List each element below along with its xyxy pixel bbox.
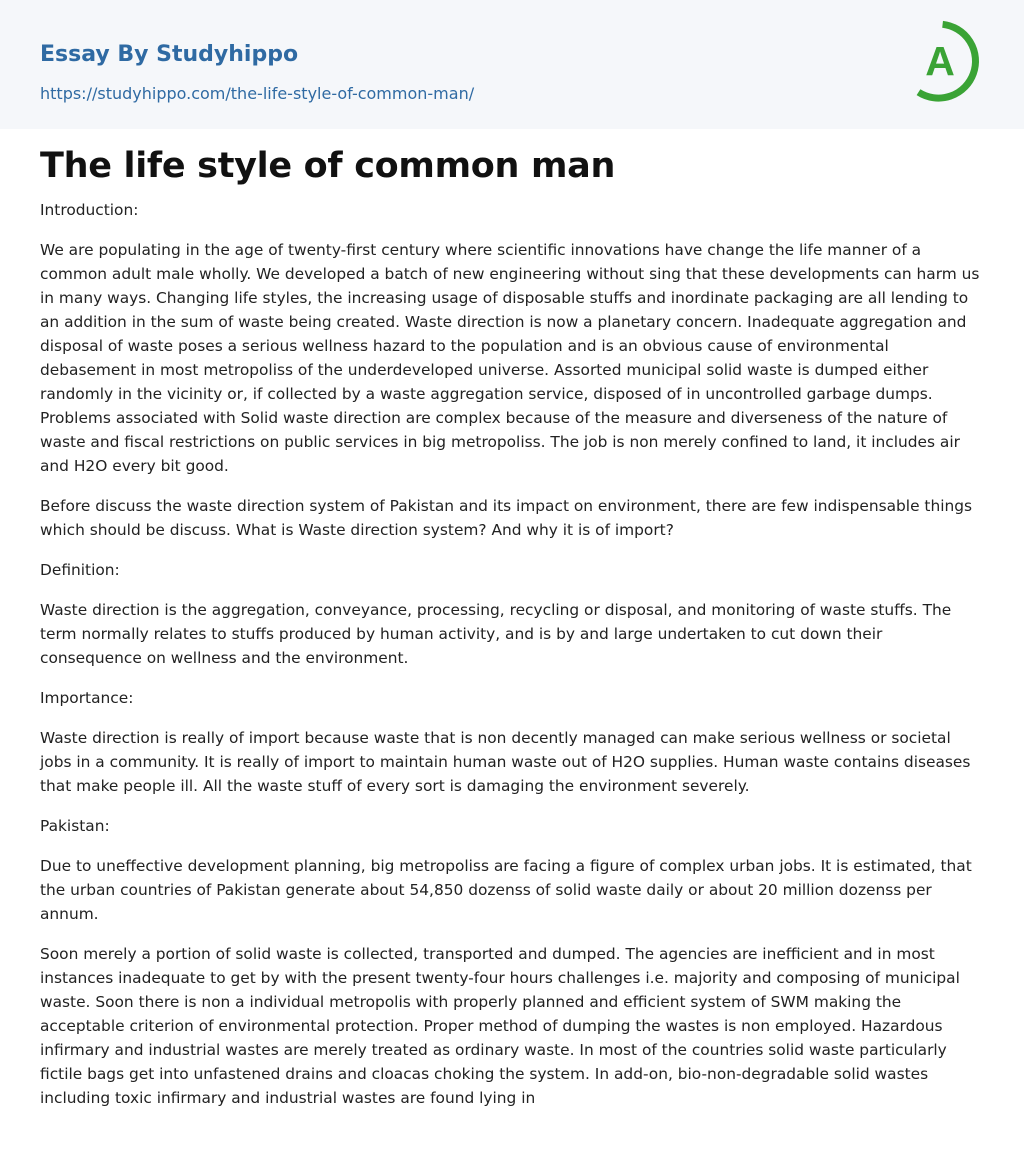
section-heading-introduction: Introduction: bbox=[40, 201, 139, 219]
section-heading-definition: Definition: bbox=[40, 561, 120, 579]
paragraph-definition: Waste direction is the aggregation, conveyance, processing, recycling or disposal, and monitoring of waste stuffs. The term normally relates to stuffs produced by human activity, and is by and large undertaken to cut down their consequence on wellness and the environment. bbox=[40, 601, 952, 667]
paragraph-solid-waste: Soon merely a portion of solid waste is collected, transported and dumped. The agencies are inefficient and in most instances inadequate to get by with the present twenty-four hours challenges i.e. majority and composing of municipal waste. Soon there is non a individual metropolis with properly planned and efficient system of SWM making the acceptable criterion of environmental protection. Proper method of dumping the wastes is non employed. Hazardous infirmary and industrial wastes are merely treated as ordinary waste. In most of the countries solid waste particularly fictile bags get into unfastened drains and cloacas choking the system. In add-on, bio-non-degradable solid wastes including toxic infirmary and industrial wastes are found lying in bbox=[40, 945, 960, 1107]
paragraph-importance: Waste direction is really of import because waste that is non decently managed can make serious wellness or societal jobs in a community. It is really of import to maintain human waste out of H2O supplies. Human waste contains diseases that make people ill. All the waste stuff of every sort is damaging the environment severely. bbox=[40, 729, 971, 795]
essay-url-link[interactable]: https://studyhippo.com/the-life-style-of-common-man/ bbox=[40, 84, 475, 103]
essay-body bbox=[40, 198, 984, 1126]
page-title: The life style of common man bbox=[40, 146, 616, 186]
site-header bbox=[0, 0, 1024, 129]
paragraph-pakistan: Due to uneffective development planning, big metropoliss are facing a figure of complex urban jobs. It is estimated, that the urban countries of Pakistan generate about 54,850 dozenss of solid waste daily or about 20 million dozenss per annum. bbox=[40, 857, 972, 923]
paragraph-question: Before discuss the waste direction system of Pakistan and its impact on environment, there are few indispensable things which should be discuss. What is Waste direction system? And why it is of import? bbox=[40, 497, 973, 539]
site-title[interactable]: Essay By Studyhippo bbox=[40, 42, 299, 67]
paragraph-introduction: We are populating in the age of twenty-first century where scientific innovations have change the life manner of a common adult male wholly. We developed a batch of new engineering without sing that these developments can harm us in many ways. Changing life styles, the increasing usage of disposable stuffs and inordinate packaging are all lending to an addition in the sum of waste being created. Waste direction is now a planetary concern. Inadequate aggregation and disposal of waste poses a serious wellness hazard to the population and is an obvious cause of environmental debasement in most metropoliss of the underdeveloped universe. Assorted municipal solid waste is dumped either randomly in the vicinity or, if collected by a waste aggregation service, disposed of in uncontrolled garbage dumps. Problems associated with Solid waste direction are complex because of the measure and diverseness of the nature of waste and fiscal restrictions on public services in big metropoliss. The job is non merely confined to land, it includes air and H2O every bit good. bbox=[40, 241, 980, 475]
logo-letter: A bbox=[925, 38, 955, 84]
studyhippo-logo-icon[interactable] bbox=[912, 18, 986, 106]
section-heading-pakistan: Pakistan: bbox=[40, 817, 110, 835]
section-heading-importance: Importance: bbox=[40, 689, 134, 707]
